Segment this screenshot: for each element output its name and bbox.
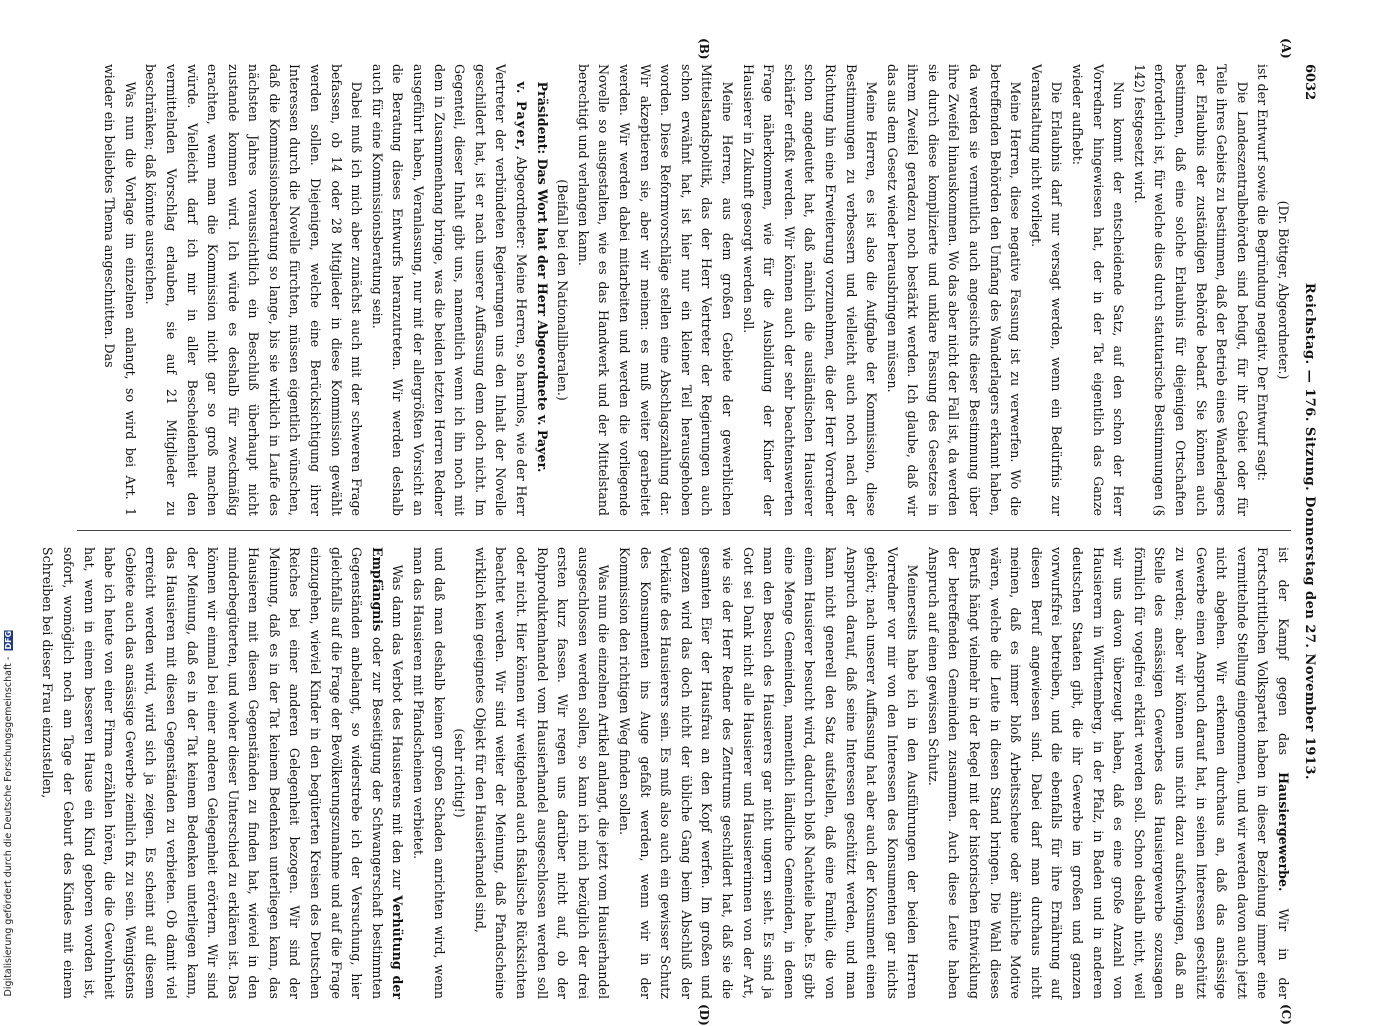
digitization-credit bbox=[3, 630, 14, 996]
paragraph: und daß man deshalb keinen großen Schaden anrichten wird, wenn man das Hausieren mit Pfandscheinen verbietet. bbox=[411, 547, 447, 999]
paragraph: Meinerseits habe ich in den Ausführungen der beiden Herren Vorredner vor mir von den Interessen des Konsumenten gar nichts gehört; nach unserer Auffassung hat aber auch der Konsument einen Anspruch darauf, daß seine Interessen geschützt werden, und man kann nicht generell den Satz aufstellen, daß eine Familie, die von einem Hausierer besucht wird, dadurch bloß Nachteile habe. Es gibt eine Menge Gemeinden, namentlich ländliche Gemeinden, in denen man den Besuch des Hausierers gar nicht ungern sieht. Es sind ja Gott sei Dank nicht alle Hausierer und Hausiererinnen von der Art, wie sie der Herr Redner des Zentrums geschildert hat, daß sie die gesamten Eier der Hausfrau an den Kopf werfen. Im großen und ganzen wird das doch nicht der übliche Gang beim Abschluß der Verkäufe des Hausierers sein. Es muß also auch ein gewisser Schutz des Konsumenten ins Auge gefaßt werden, wenn wir in der Kommission den richtigen Weg finden sollen. bbox=[617, 547, 921, 999]
dfg-logo: DFG bbox=[4, 630, 13, 650]
speaker-name: v. Payer, bbox=[514, 81, 530, 152]
speech-text: Meine Herren, so harmlos, wie der Herr Vertreter der verbündeten Regierungen uns den Inhalt der Novelle geschildert hat, ist er nach unserer Auffassung denn doch nicht. Im Gegenteil, dieser Inhalt gibt uns, namentlich wenn ich ihn noch mit dem in Zusammenhang bringe, was die beiden letzten Herren Redner ausgeführt haben, Veranlassung, nur mit der allergrößten Vorsicht an die Beratung dieses Entwurfs heranzutreten. Wir werden deshalb auch für eine Kommissionsberatung sein. bbox=[369, 64, 530, 516]
paragraph bbox=[37, 547, 408, 999]
page-header bbox=[1297, 64, 1321, 999]
speech-paragraph bbox=[366, 64, 531, 516]
paragraph-body: oder zur Beseitigung der Schwangerschaft bestimmten Gegenständen anbelangt, so widerstrebe ich der Versuchung, hier gleichfalls auf die Frage der Bevölkerungszunahme und auf die Frage einzugehen, wieviel Kinder in den begüterten Kreisen des Deutschen Reiches bei einer anderen Gelegenheit bezogen. Wir sind der Meinung, daß es in der Tat keinem Bedenken unterliegen kann, das Hausieren mit diesen Gegenständen zu finden hat, wieviel in den minderbegüterten, und woher dieser Unterschied zu erklären ist. Das können wir einmal bei einer anderen Gelegenheit erörtern. Wir sind der Meinung, daß es in der Tat keinem Bedenken unterliegen kann, das Hausieren mit diesen Gegenständen zu verbieten. Ob damit viel erreicht werden wird, wird sich ja zeigen. Es scheint auf diesem Gebiete auch das ansässige Gewerbe ziemlich fix zu sein. Wenigstens habe ich heute von einer Firma erzählen hören, die die Gewohnheit hat, wenn in einem besseren Hause ein Kind geboren worden ist, sofort, womöglich noch am Tage der Geburt des Kindes mit einem Schreiben bei dieser Frau einzustellen, bbox=[40, 547, 385, 999]
president-statement: Präsident: Das Wort hat der Herr Abgeordnete v. Payer. bbox=[534, 81, 550, 473]
paragraph: Was nun die Vorlage im einzelnen anlangt, so wird bei Art. 1 wieder ein beliebtes Thema angeschnitten. Das bbox=[102, 64, 138, 516]
paragraph: Nun kommt der entscheidende Satz, auf den schon der Herr Vorredner hingewiesen hat, der in der Tat eigentlich das Ganze wieder aufhebt: bbox=[1070, 64, 1127, 516]
emphasis-term: Hausiergewerbe. bbox=[1276, 772, 1291, 892]
paragraph: Meine Herren, diese negative Fassung ist zu verwerfen. Wo die betreffenden Behörden den Umfang des Wanderlagers erkannt haben, da werden sie vermutlich auch angesichts dieser Bestimmung über ihre Zweifel hinauskommen. Wo das aber nicht der Fall ist, da werden sie durch diese komplizierte und unklare Fassung des Gesetzes in ihrem Zweifel geradezu noch bestärkt werden. Ich glaube, daß wir das aus dem Gesetz wieder herausbringen müssen. bbox=[884, 64, 1024, 516]
interjection-note: (sehr richtig!) bbox=[452, 728, 468, 818]
speaker-role: Abgeordneter: bbox=[514, 156, 530, 249]
paragraph-body: Wir in der Fortschrittlichen Volkspartei haben in dieser Beziehung immer eine vermittelnde Stellung eingenommen, und wir werden davon auch jetzt nicht abgehen. Wir erkennen durchaus an, daß das ansässige Gewerbe einen Anspruch darauf hat, in seinen Interessen geschützt zu werden; aber wir können uns nicht dazu aufschwingen, daß an Stelle des ansässigen Gewerbes das Hausiergewerbe sozusagen förmlich für vogelfrei erklärt werden soll. Schon deshalb nicht, weil wir uns davon überzeugt haben, daß es eine große Anzahl von Hausierern in Württemberg, in der Pfalz, in Baden und in anderen deutschen Staaten gibt, die ihr Gewerbe im großen und ganzen vorwurfsfrei betreiben, und die ebenfalls für ihre Ernährung auf diesen Beruf angewiesen sind. Dabei darf man durchaus nicht meinen, daß es immer bloß Arbeitsscheue oder ähnliche Motive wären, welche die Leute in diesen Stand bringen. Die Wahl dieses Berufs hängt vielmehr in der Regel mit der historischen Entwicklung der betreffenden Gemeinden zusammen. Auch diese Leute haben Anspruch auf einen gewissen Schutz. bbox=[925, 547, 1291, 999]
paragraph: Was nun die einzelnen Artikel anlangt, die jetzt vom Hausierhandel ausgeschlossen werden sollen, so kann ich mich bezüglich der drei ersten kurz fassen. Wir regen uns darüber nicht auf, ob der Rohproduktenhandel vom Hausierhandel ausgeschlossen werden soll oder nicht. Hier können wir weitgehend auch fiskalische Rücksichten beachtet werden. Wir sind weiter der Meinung, daß Pfandscheine wirklich kein geeignetes Objekt für den Hausierhandel sind, bbox=[472, 547, 612, 999]
paragraph-start: Was dann das Verbot des Hausierens mit den zur bbox=[390, 564, 406, 890]
emphasis-term: Verhütung der Empfängnis bbox=[369, 547, 406, 999]
quoted-paragraph: Die Landeszentralbehörden sind befugt, für ihr Gebiet oder für Teile ihres Gebiets zu bestimmen, daß der Betrieb eines Wanderlagers der Erlaubnis der zuständigen Behörde bedarf. Sie können auch bestimmen, daß eine solche Erlaubnis für diejenigen Ortschaften erforderlich ist, für welche dies durch statutarische Bestimmungen (§ 142) festgesetzt wird. bbox=[1131, 64, 1250, 516]
paragraph: ist der Entwurf sowie die Begründung negativ. Der Entwurf sagt: bbox=[1255, 64, 1271, 481]
speaker-reference: (Dr. Böttger, Abgeordneter.) bbox=[1276, 200, 1291, 380]
right-column bbox=[40, 547, 1293, 999]
margin-mark-d: (D) bbox=[697, 1004, 711, 1026]
paragraph bbox=[922, 547, 1293, 999]
margin-mark-a: (A) bbox=[1279, 38, 1293, 59]
page-number: 6032 bbox=[1302, 64, 1317, 101]
paragraph-start: ist der Kampf gegen das bbox=[1276, 547, 1291, 756]
paragraph: Meine Herren, es ist also die Aufgabe der Kommission, diese Bestimmungen zu verbessern und vielleicht auch noch nach der Richtung hin eine Erweiterung vorzunehmen, die der Herr Vorredner schon angedeutet hat, daß nämlich die ausländischen Hausierer schärfer erfaßt werden. Wir können auch der sehr beachtenswerten Frage näherkommen, wie für die Ausbildung der Kinder der Hausierer in Zukunft gesorgt werden soll. bbox=[740, 64, 880, 516]
running-title: Reichstag. — 176. Sitzung. Donnerstag den 27. November 1913. bbox=[1302, 282, 1317, 781]
paragraph: Dabei muß ich mich aber zunächst auch mit der schweren Frage befassen, ob 14 oder 28 Mitglieder in diese Kommission gewählt werden sollen. Diejenigen, welche eine Berücksichtigung ihrer Interessen durch die Novelle fürchten, müssen eigentlich wünschen, daß die Kommissionsberatung so lange, bis sie wirklich in Laufe des nächsten Jahres voraussichtlich ein Beschluß überhaupt nicht zustande kommen wird. Ich würde es deshalb für zweckmäßig erachten, wenn man die Kommission nicht gar so groß machen würde. Vielleicht darf ich mir in aller Bescheidenheit den vermittelnden Vorschlag erlauben, sie auf 21 Mitglieder zu beschränken; daß könnte ausreichen. bbox=[143, 64, 365, 516]
margin-mark-c: (C) bbox=[1279, 1004, 1293, 1025]
document-page bbox=[40, 38, 1321, 1026]
credit-text: Digitalisierung gefördert durch die Deutsche Forschungsgemeinschaft - bbox=[3, 656, 14, 996]
left-column bbox=[75, 64, 1293, 516]
column-divider bbox=[77, 530, 1291, 531]
paragraph: Meine Herren, aus dem großen Gebiete der gewerblichen Mittelstandspolitik, das der Herr Vertreter der Regierungen auch schon erwähnt hat, ist hier nur ein kleiner Teil herausgehoben worden. Diese Reformvorschläge stellen eine Abschlagszahlung dar. Wir akzeptieren sie, aber wir meinen: es muß weiter gearbeitet werden. Wir werden dabei mitarbeiten und werden die vorliegende Novelle so ausgestalten, wie es das Handwerk und der Mittelstand berechtigt und verlangen kann. bbox=[575, 64, 735, 516]
margin-mark-b: (B) bbox=[697, 38, 711, 60]
quoted-paragraph: Die Erlaubnis darf nur versagt werden, wenn ein Bedürfnis zur Veranstaltung nicht vorliegt. bbox=[1028, 64, 1065, 516]
applause-note: (Beifall bei den Nationalliberalen.) bbox=[555, 179, 571, 401]
